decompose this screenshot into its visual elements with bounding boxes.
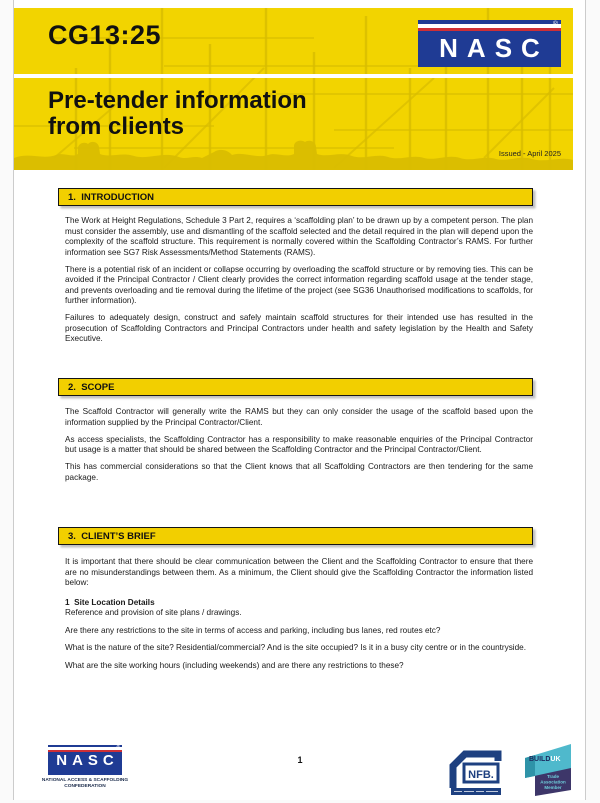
nfb-logo	[443, 748, 505, 801]
registered-trademark-icon: ®	[116, 745, 120, 751]
build-uk-member-line1: Trade	[546, 774, 560, 779]
paragraph: Failures to adequately design, construct and safely maintain scaffold structures for their intended use has resulted in the prosecution of Scaffolding Contractors and Principal Contractors under health and safety legislation by the Health and Safety Executive.	[65, 313, 533, 343]
client-brief-question: What are the site working hours (including weekends) and are there any restrictions to these?	[65, 660, 404, 670]
svg-text:BUILDUK	[529, 756, 561, 763]
nasc-caption	[34, 778, 136, 790]
nfb-wordmark: NFB.	[468, 769, 494, 781]
nasc-logo-red-stripe	[418, 28, 561, 31]
nasc-wordmark: NASC	[439, 33, 549, 63]
nasc-wordmark: NASC	[56, 752, 119, 769]
nasc-caption-line1: NATIONAL ACCESS & SCAFFOLDING	[41, 778, 129, 783]
nasc-footer-logo	[48, 745, 122, 775]
build-uk-member-line3: Member	[544, 785, 562, 790]
build-uk-logo	[519, 740, 576, 803]
section-body-clients-brief	[65, 557, 533, 678]
item-label: 1 Site Location Details	[65, 597, 155, 607]
client-brief-question: Are there any restrictions to the site in terms of access and parking, including bus lanes, red routes etc?	[65, 625, 441, 635]
client-brief-question: What is the nature of the site? Residential/commercial? And is the site occupied? Is it in a busy city centre or in the countryside.	[65, 643, 527, 652]
paragraph: This has commercial considerations so that the Client knows that all Scaffolding Contractors are then tendering for the same package.	[65, 462, 533, 482]
section-body-introduction	[65, 216, 533, 351]
nasc-caption-line2: CONFEDERATION	[64, 784, 106, 789]
section-body-scope	[65, 407, 533, 490]
paragraph: It is important that there should be clear communication between the Client and the Scaffolding Contractor to ensure that there are no misunderstandings between them. As a minimum, the Client should give the Scaffolding Contractor the information listed below:	[65, 557, 533, 587]
nasc-logo	[418, 20, 561, 67]
page-number: 1	[297, 755, 303, 765]
build-uk-wordmark-uk: UK	[550, 756, 561, 763]
document-code: CG13:25	[48, 20, 162, 50]
nfb-logo-graphic	[443, 748, 505, 796]
build-uk-wordmark-build: BUILD	[529, 756, 551, 763]
build-uk-logo-graphic	[519, 740, 576, 798]
paragraph: The Work at Height Regulations, Schedule 3 Part 2, requires a ‘scaffolding plan’ to be drawn up by a competent person. The plan must consider the assembly, use and dismantling of the scaffold selected and the detail required in the plan will depend upon the complexity of the scaffold structure. This requirement is normally covered within the Scaffolding Contractor’s RAMS. For further information see SG7 Risk Assessments/Method Statements (RAMS).	[65, 216, 533, 257]
registered-trademark-icon: ®	[552, 21, 558, 28]
document-title	[48, 88, 307, 140]
document-header-banner	[14, 8, 573, 170]
header-divider	[14, 74, 573, 78]
paragraph: There is a potential risk of an incident or collapse occurring by overloading the scaffold structure or by removing ties. This can be avoided if the Principal Contractor / Client clearly provides the correct information regarding scaffold usage at the tender stage, and prevents overloading and tie removal during the lifetime of the project (see SG36 Unauthorised modifications to scaffolds, for further information).	[65, 264, 533, 305]
document-title-line1: Pre-tender information	[48, 87, 307, 114]
build-uk-member-line2: Association	[540, 779, 566, 785]
paragraph: As access specialists, the Scaffolding Contractor has a responsibility to make reasonable enquiries of the Principal Contractor but usage is a matter that should be shared between the Scaffolding Contractor and the Principal Contractor/Client.	[65, 434, 533, 454]
site-location-details-block	[65, 598, 533, 619]
issued-date-label: Issued - April 2025	[498, 149, 561, 158]
document-title-line2: from clients	[48, 113, 185, 140]
section-heading-clients-brief: 3. CLIENT’S BRIEF	[58, 527, 533, 545]
item-text: Reference and provision of site plans / drawings.	[65, 608, 242, 617]
section-heading-scope: 2. SCOPE	[58, 378, 533, 396]
section-heading-introduction: 1. INTRODUCTION	[58, 188, 533, 206]
paragraph: The Scaffold Contractor will generally write the RAMS but they can only consider the usage of the scaffold based upon the information supplied by the Principal Contractor/Client.	[65, 407, 533, 427]
